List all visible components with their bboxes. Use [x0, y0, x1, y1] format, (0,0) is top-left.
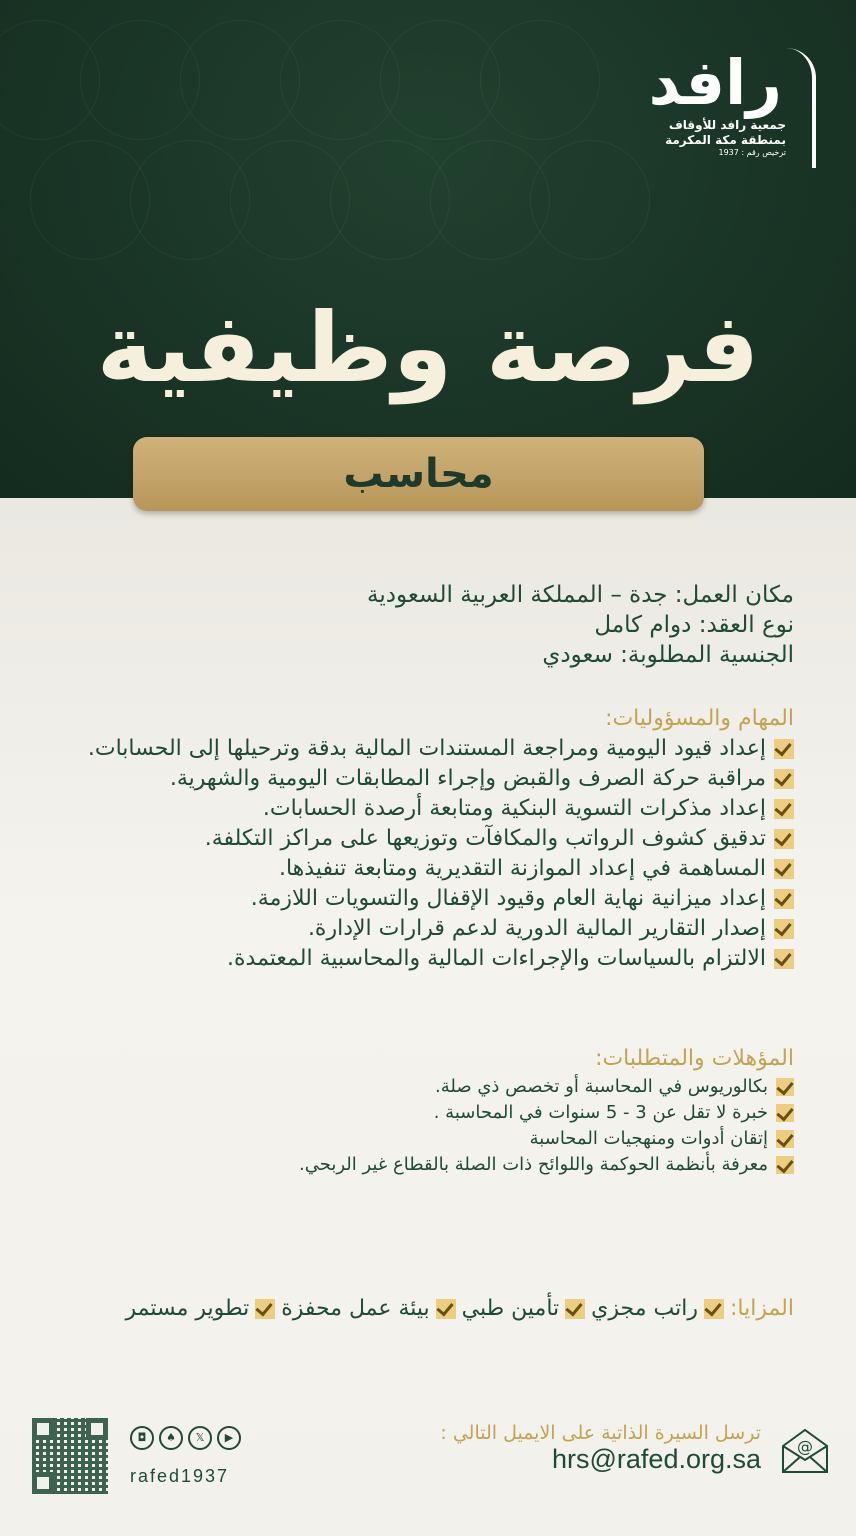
email-envelope-icon: [780, 1426, 830, 1474]
contact-prompt: ترسل السيرة الذاتية على الايميل التالي :: [440, 1422, 761, 1444]
checkbox-icon: [776, 1078, 794, 1096]
checkbox-icon: [704, 1299, 724, 1319]
logo-mark: رافد: [648, 46, 782, 119]
x-icon[interactable]: 𝕏: [188, 1426, 212, 1450]
list-item: إعداد ميزانية نهاية العام وقيود الإقفال والتسويات اللازمة.: [54, 884, 794, 914]
duties-heading: المهام والمسؤوليات:: [605, 706, 794, 731]
page-title: فرصة وظيفية: [96, 292, 760, 404]
duties-section: [54, 704, 794, 974]
checkbox-icon: [255, 1299, 275, 1319]
checkbox-icon: [774, 949, 794, 969]
list-item: إعداد قيود اليومية ومراجعة المستندات المالية بدقة وترحيلها إلى الحسابات.: [54, 734, 794, 764]
list-item: مراقبة حركة الصرف والقبض وإجراء المطابقات اليومية والشهرية.: [54, 764, 794, 794]
qualifications-section: [299, 1044, 794, 1178]
qr-code[interactable]: [32, 1418, 108, 1494]
benefit-item: راتب مجزي: [591, 1296, 698, 1321]
svg-text:@: @: [797, 1437, 813, 1456]
contract-type: نوع العقد: دوام كامل: [594, 612, 794, 638]
position-banner: محاسب: [133, 437, 704, 511]
rafed-logo: [636, 48, 816, 157]
list-item: تدقيق كشوف الرواتب والمكافآت وتوزيعها على مراكز التكلفة.: [54, 824, 794, 854]
benefit-item: تطوير مستمر: [125, 1296, 250, 1321]
org-name-line1: جمعية رافد للأوقاف: [668, 118, 786, 132]
checkbox-icon: [774, 829, 794, 849]
qualifications-heading: المؤهلات والمتطلبات:: [595, 1046, 794, 1071]
snapchat-icon[interactable]: ♠: [159, 1426, 183, 1450]
nationality: الجنسية المطلوبة: سعودي: [542, 642, 794, 668]
checkbox-icon: [774, 919, 794, 939]
license-number: ترخيص رقم : 1937: [718, 148, 786, 157]
instagram-icon[interactable]: ◘: [130, 1426, 154, 1450]
checkbox-icon: [436, 1299, 456, 1319]
list-item: معرفة بأنظمة الحوكمة واللوائح ذات الصلة بالقطاع غير الربحي.: [299, 1152, 794, 1178]
checkbox-icon: [776, 1130, 794, 1148]
list-item: بكالوريوس في المحاسبة أو تخصص ذي صلة.: [299, 1074, 794, 1100]
list-item: إعداد مذكرات التسوية البنكية ومتابعة أرصدة الحسابات.: [54, 794, 794, 824]
checkbox-icon: [565, 1299, 585, 1319]
checkbox-icon: [774, 769, 794, 789]
list-item: إصدار التقارير المالية الدورية لدعم قرارات الإدارة.: [54, 914, 794, 944]
benefits-label: المزايا:: [729, 1296, 794, 1321]
org-name-line2: بمنطقة مكة المكرمة: [665, 133, 786, 147]
checkbox-icon: [776, 1156, 794, 1174]
list-item: إتقان أدوات ومنهجيات المحاسبة: [299, 1126, 794, 1152]
list-item: الالتزام بالسياسات والإجراءات المالية والمحاسبية المعتمدة.: [54, 944, 794, 974]
work-location: مكان العمل: جدة – المملكة العربية السعودية: [367, 582, 794, 608]
job-info: [367, 580, 794, 670]
checkbox-icon: [774, 799, 794, 819]
checkbox-icon: [774, 889, 794, 909]
checkbox-icon: [774, 739, 794, 759]
list-item: خبرة لا تقل عن 3 - 5 سنوات في المحاسبة .: [299, 1100, 794, 1126]
youtube-icon[interactable]: ▶: [217, 1426, 241, 1450]
contact-block: [440, 1422, 761, 1475]
benefit-item: بيئة عمل محفزة: [281, 1296, 430, 1321]
benefits-row: [126, 1296, 795, 1321]
checkbox-icon: [774, 859, 794, 879]
social-handle: rafed1937: [130, 1466, 230, 1486]
social-icons: [130, 1426, 241, 1450]
contact-email[interactable]: hrs@rafed.org.sa: [552, 1444, 761, 1474]
checkbox-icon: [776, 1104, 794, 1122]
leaf-icon: [786, 48, 816, 168]
list-item: المساهمة في إعداد الموازنة التقديرية ومتابعة تنفيذها.: [54, 854, 794, 884]
benefit-item: تأمين طبي: [461, 1296, 560, 1321]
